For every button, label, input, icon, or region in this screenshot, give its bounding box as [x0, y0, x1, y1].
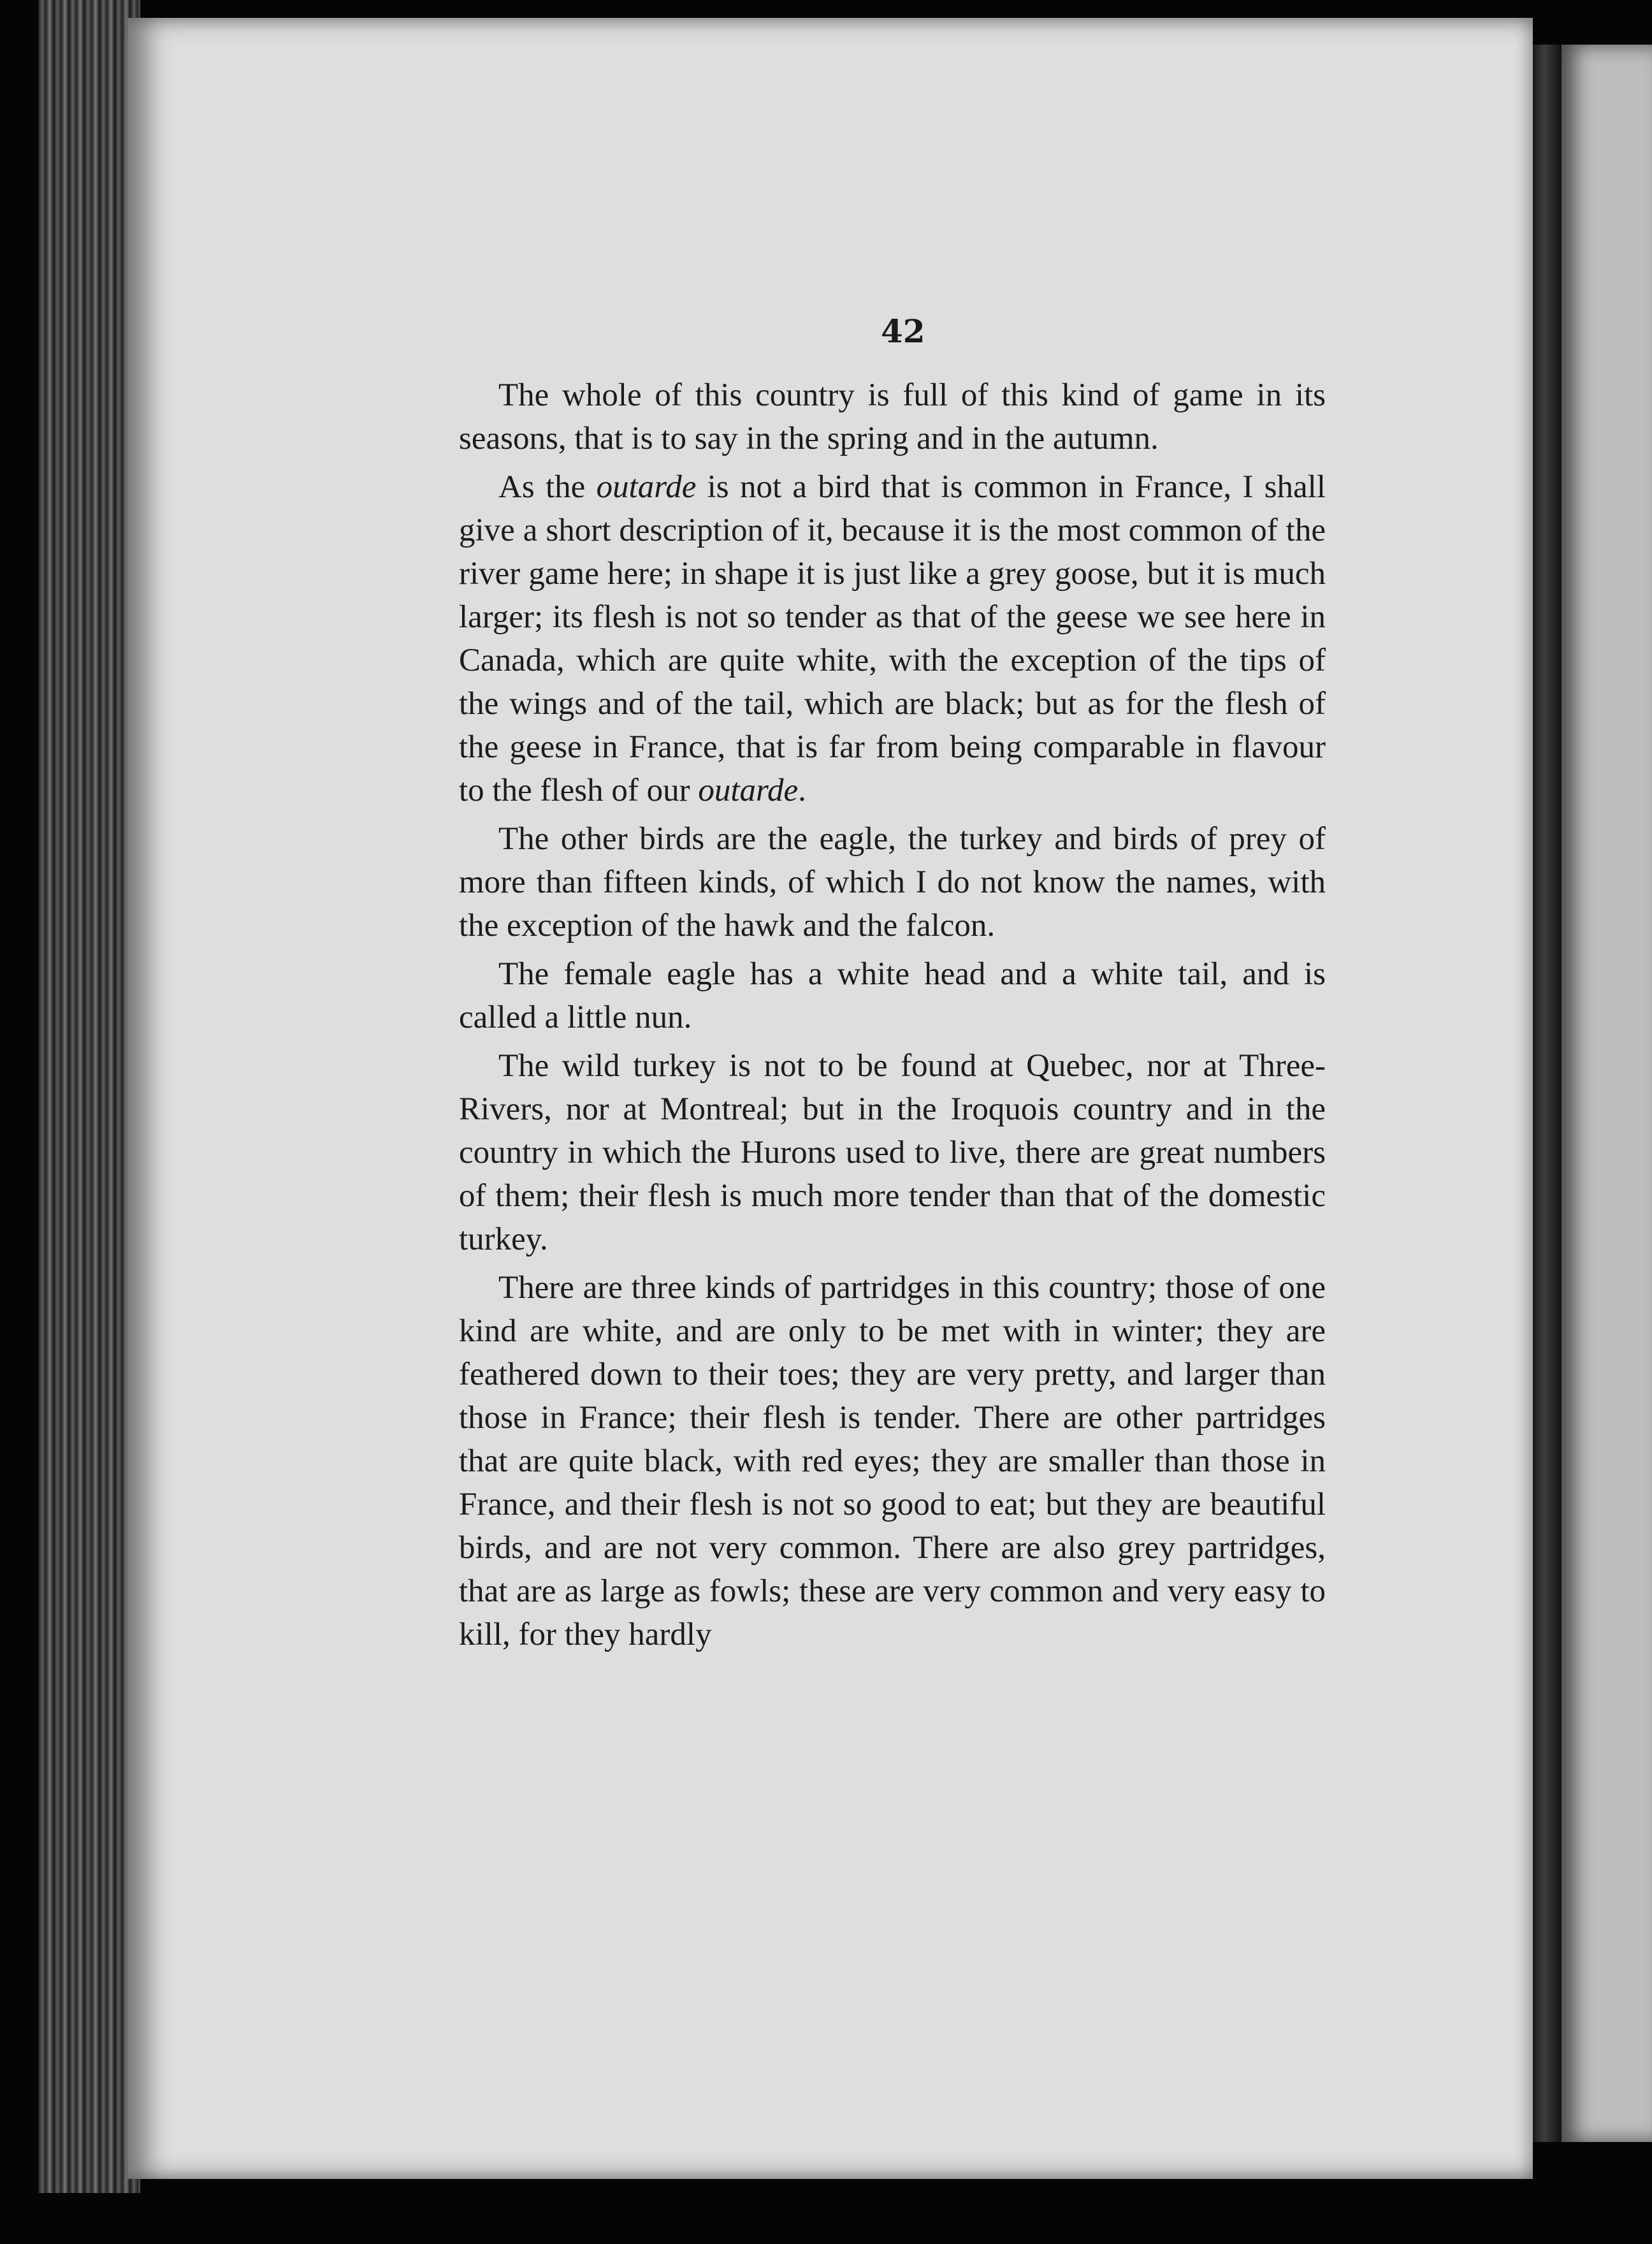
text-span: The whole of this country is full of this kind of game in its seasons, that is to say in the spring and in the autumn. — [459, 377, 1326, 456]
book-gutter — [1533, 45, 1561, 2142]
paragraph-4 — [459, 952, 1326, 1039]
text-span: . — [798, 773, 806, 808]
page-number: 42 — [881, 312, 925, 350]
paragraph-3 — [459, 817, 1326, 947]
text-span: The female eagle has a white head and a white tail, and is called a little nun. — [459, 956, 1326, 1035]
italic-term-outarde: outarde — [596, 469, 697, 505]
italic-term-outarde: outarde — [698, 773, 799, 808]
text-span: There are three kinds of partridges in this country; those of one kind are white, and are only to be met with in winter; they are feathered down to their toes; they are very pretty, and larger than those in France; their flesh is tender. There are other partridges that are quite black, with red eyes; they are smaller than those in France, and their flesh is not so good to eat; but they are beautiful birds, and are not very common. There are also grey partridges, that are as large as fowls; these are very common and very easy to kill, for they hardly — [459, 1270, 1326, 1652]
text-span: As the — [498, 469, 597, 505]
body-text — [459, 374, 1326, 1661]
text-span: The wild turkey is not to be found at Quebec, nor at Three-Rivers, nor at Montreal; but in the Iroquois country and in the country in which the Hurons used to live, there are great numbers of them; their flesh is much more tender than that of the domestic turkey. — [459, 1048, 1326, 1257]
paragraph-6 — [459, 1266, 1326, 1656]
paragraph-1 — [459, 374, 1326, 460]
adjacent-page-edge — [1561, 45, 1652, 2142]
paragraph-5 — [459, 1044, 1326, 1261]
text-span: The other birds are the eagle, the turkey and birds of prey of more than fifteen kinds, of which I do not know the names, with the exception of the hawk and the falcon. — [459, 821, 1326, 943]
paragraph-2 — [459, 465, 1326, 812]
page-edges — [38, 0, 140, 2193]
text-span: is not a bird that is common in France, I shall give a short description of it, because it is the most common of the river game here; in shape it is just like a grey goose, but it is much larger; its flesh is not so tender as that of the geese we see here in Canada, which are quite white, with the exception of the tips of the wings and of the tail, which are black; but as for the flesh of the geese in France, that is far from being comparable in flavour to the flesh of our — [459, 469, 1326, 808]
